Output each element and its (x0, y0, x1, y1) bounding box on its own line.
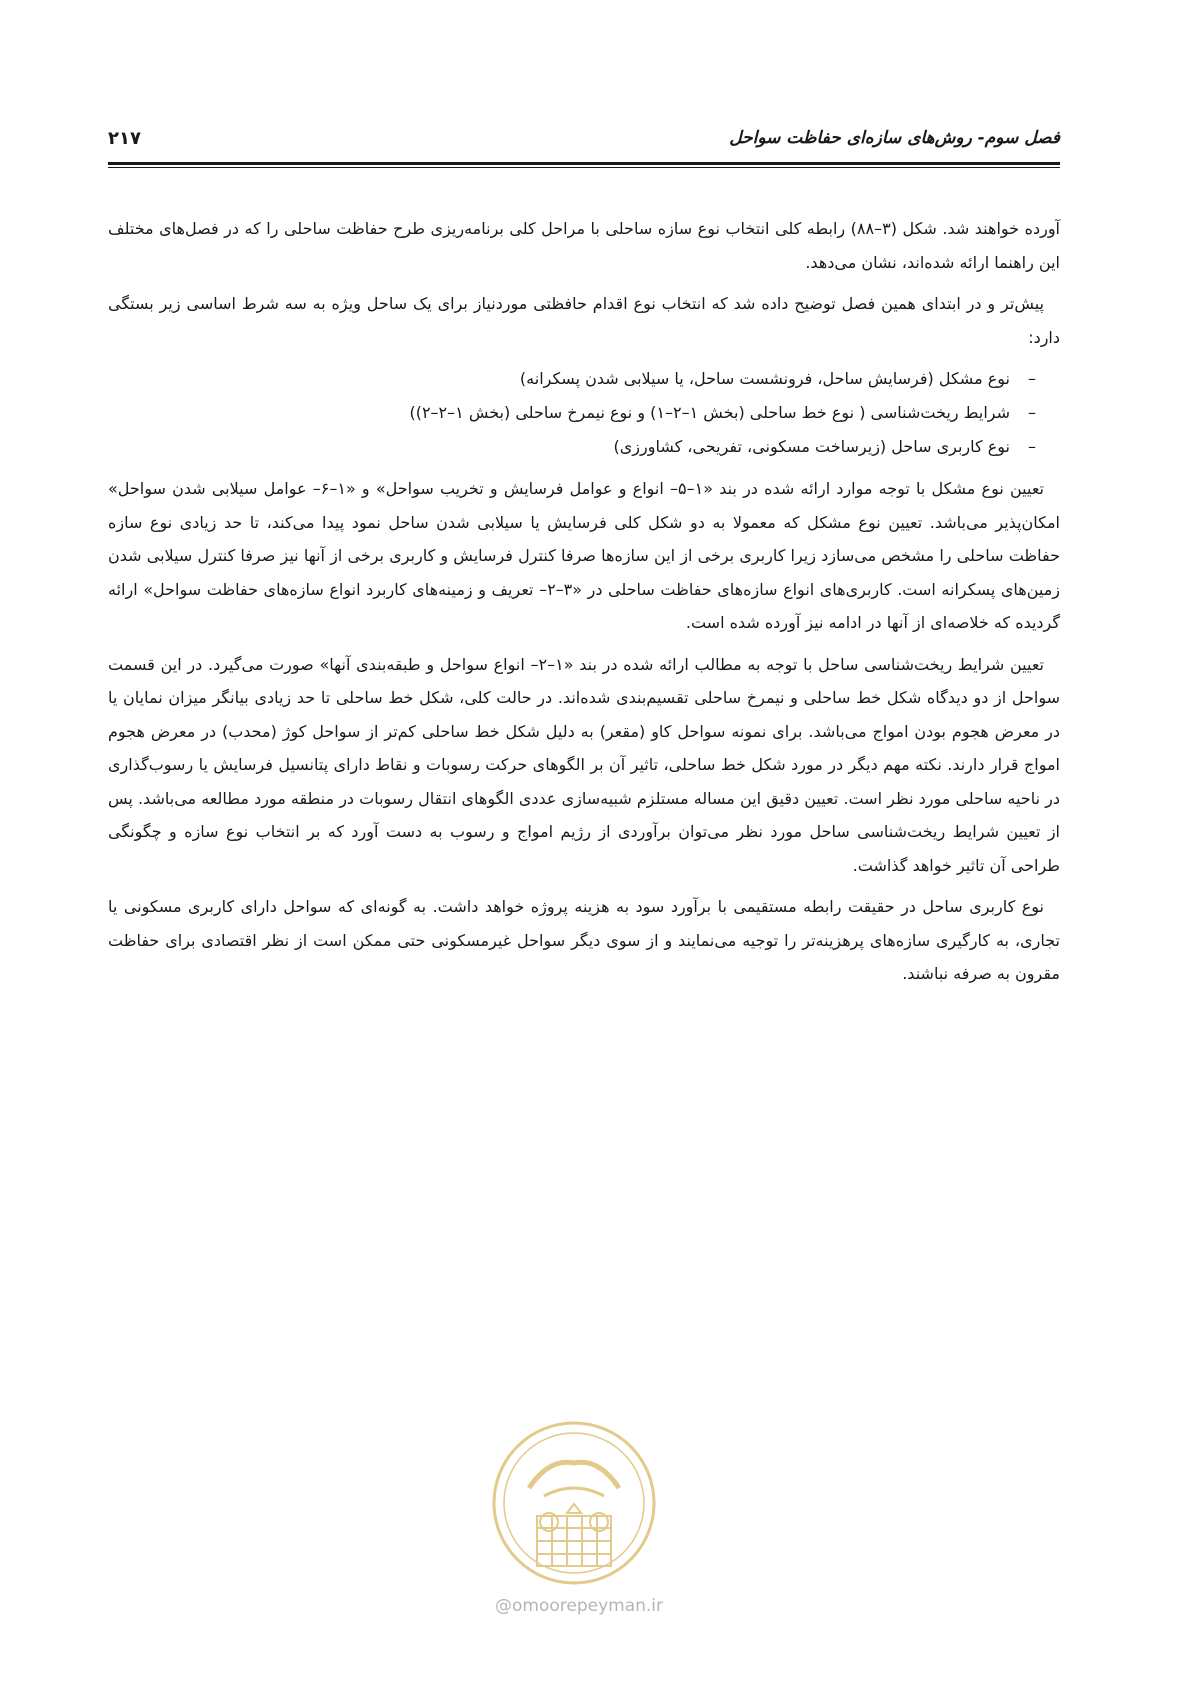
header-rule-thick (108, 162, 1060, 165)
list-item (108, 362, 1036, 396)
list-item (108, 396, 1036, 430)
header-rule-thin (108, 167, 1060, 168)
dash-marker: – (1028, 437, 1036, 456)
list-item-text: نوع مشکل (فرسایش ساحل، فرونشست ساحل، یا سیلابی شدن پسکرانه) (519, 369, 1010, 388)
watermark-url: @omoorepeyman.ir (494, 1596, 664, 1616)
list-item-text: نوع کاربری ساحل (زیرساخت مسکونی، تفریحی، کشاورزی) (613, 437, 1010, 456)
dash-marker: – (1028, 369, 1036, 388)
dash-marker: – (1028, 403, 1036, 422)
paragraph-3: تعیین نوع مشکل با توجه موارد ارائه شده در بند «۱–۵– انواع و عوامل فرسایش و تخریب سواحل» و «۱–۶– عوامل سیلابی شدن سواحل» امکان‌پذیر می‌باشد. تعیین نوع مشکل که معمولا به دو شکل کلی فرسایش یا سیلابی شدن ساحل نمود پیدا می‌کند، تا حد زیادی نوع سازه حفاظت ساحلی را مشخص می‌سازد زیرا کاربری برخی از این سازه‌ها صرفا کنترل فرسایش و کاربری برخی از آنها نیز صرفا کنترل سیلابی شدن زمین‌های پسکرانه است. کاربری‌های انواع سازه‌های حفاظت ساحلی در «۳–۲– تعریف و زمینه‌های کاربرد انواع سازه‌های حفاظت سواحل» ارائه گردیده که خلاصه‌ای از آنها در ادامه نیز آورده شده است. (108, 479, 1060, 632)
body-text (108, 212, 1060, 999)
list-item (108, 430, 1036, 464)
paragraph-1: آورده خواهند شد. شکل (۳–۸۸) رابطه کلی انتخاب نوع سازه ساحلی با مراحل کلی برنامه‌ریزی طرح حفاظت ساحلی را که در فصل‌های مختلف این راهنما ارائه شده‌اند، نشان می‌دهد. (108, 219, 1060, 272)
chapter-title: فصل سوم- روش‌های سازه‌ای حفاظت سواحل (729, 128, 1060, 148)
page-number: ۲۱۷ (108, 128, 141, 149)
watermark-seal-icon (489, 1418, 659, 1588)
list-item-text: شرایط ریخت‌شناسی ( نوع خط ساحلی (بخش ۱–۲–۱) و نوع نیمرخ ساحلی (بخش ۱–۲–۲)) (409, 403, 1010, 422)
page-header (108, 128, 1060, 158)
condition-list (108, 362, 1060, 464)
paragraph-4: تعیین شرایط ریخت‌شناسی ساحل با توجه به مطالب ارائه شده در بند «۱–۲– انواع سواحل و طبقه‌بندی آنها» صورت می‌گیرد. در این قسمت سواحل از دو دیدگاه شکل خط ساحلی و نیمرخ ساحلی تقسیم‌بندی شده‌اند. در حالت کلی، شکل خط ساحلی تا حد زیادی بیانگر میزان نمایان یا در معرض هجوم بودن امواج می‌باشد. برای نمونه سواحل کاو (مقعر) به دلیل شکل خط ساحلی کم‌تر از سواحل کوژ (محدب) در معرض هجوم امواج قرار دارند. نکته مهم دیگر در مورد شکل خط ساحلی، تاثیر آن بر الگوهای حرکت رسوبات و نقاط دارای پتانسیل فرسایش یا رسوب‌گذاری در ناحیه ساحلی مورد نظر است. تعیین دقیق این مساله مستلزم شبیه‌سازی عددی الگوهای انتقال رسوبات در منطقه مورد مطالعه می‌باشد. پس از تعیین شرایط ریخت‌شناسی ساحل مورد نظر می‌توان برآوردی از رژیم امواج و رسوب به دست آورد که بر انتخاب نوع سازه و چگونگی طراحی آن تاثیر خواهد گذاشت. (108, 654, 1060, 875)
paragraph-2: پیش‌تر و در ابتدای همین فصل توضیح داده شد که انتخاب نوع اقدام حافظتی موردنیاز برای یک ساحل ویژه به سه شرط اساسی زیر بستگی دارد: (108, 294, 1060, 347)
paragraph-5: نوع کاربری ساحل در حقیقت رابطه مستقیمی با برآورد سود به هزینه پروژه خواهد داشت. به گونه‌ای که سواحل دارای کاربری مسکونی یا تجاری، به کارگیری سازه‌های پرهزینه‌تر را توجیه می‌نمایند و از سوی دیگر سواحل غیرمسکونی حتی ممکن است از نظر اقتصادی برای حفاظت مقرون به صرفه نباشند. (108, 897, 1060, 983)
